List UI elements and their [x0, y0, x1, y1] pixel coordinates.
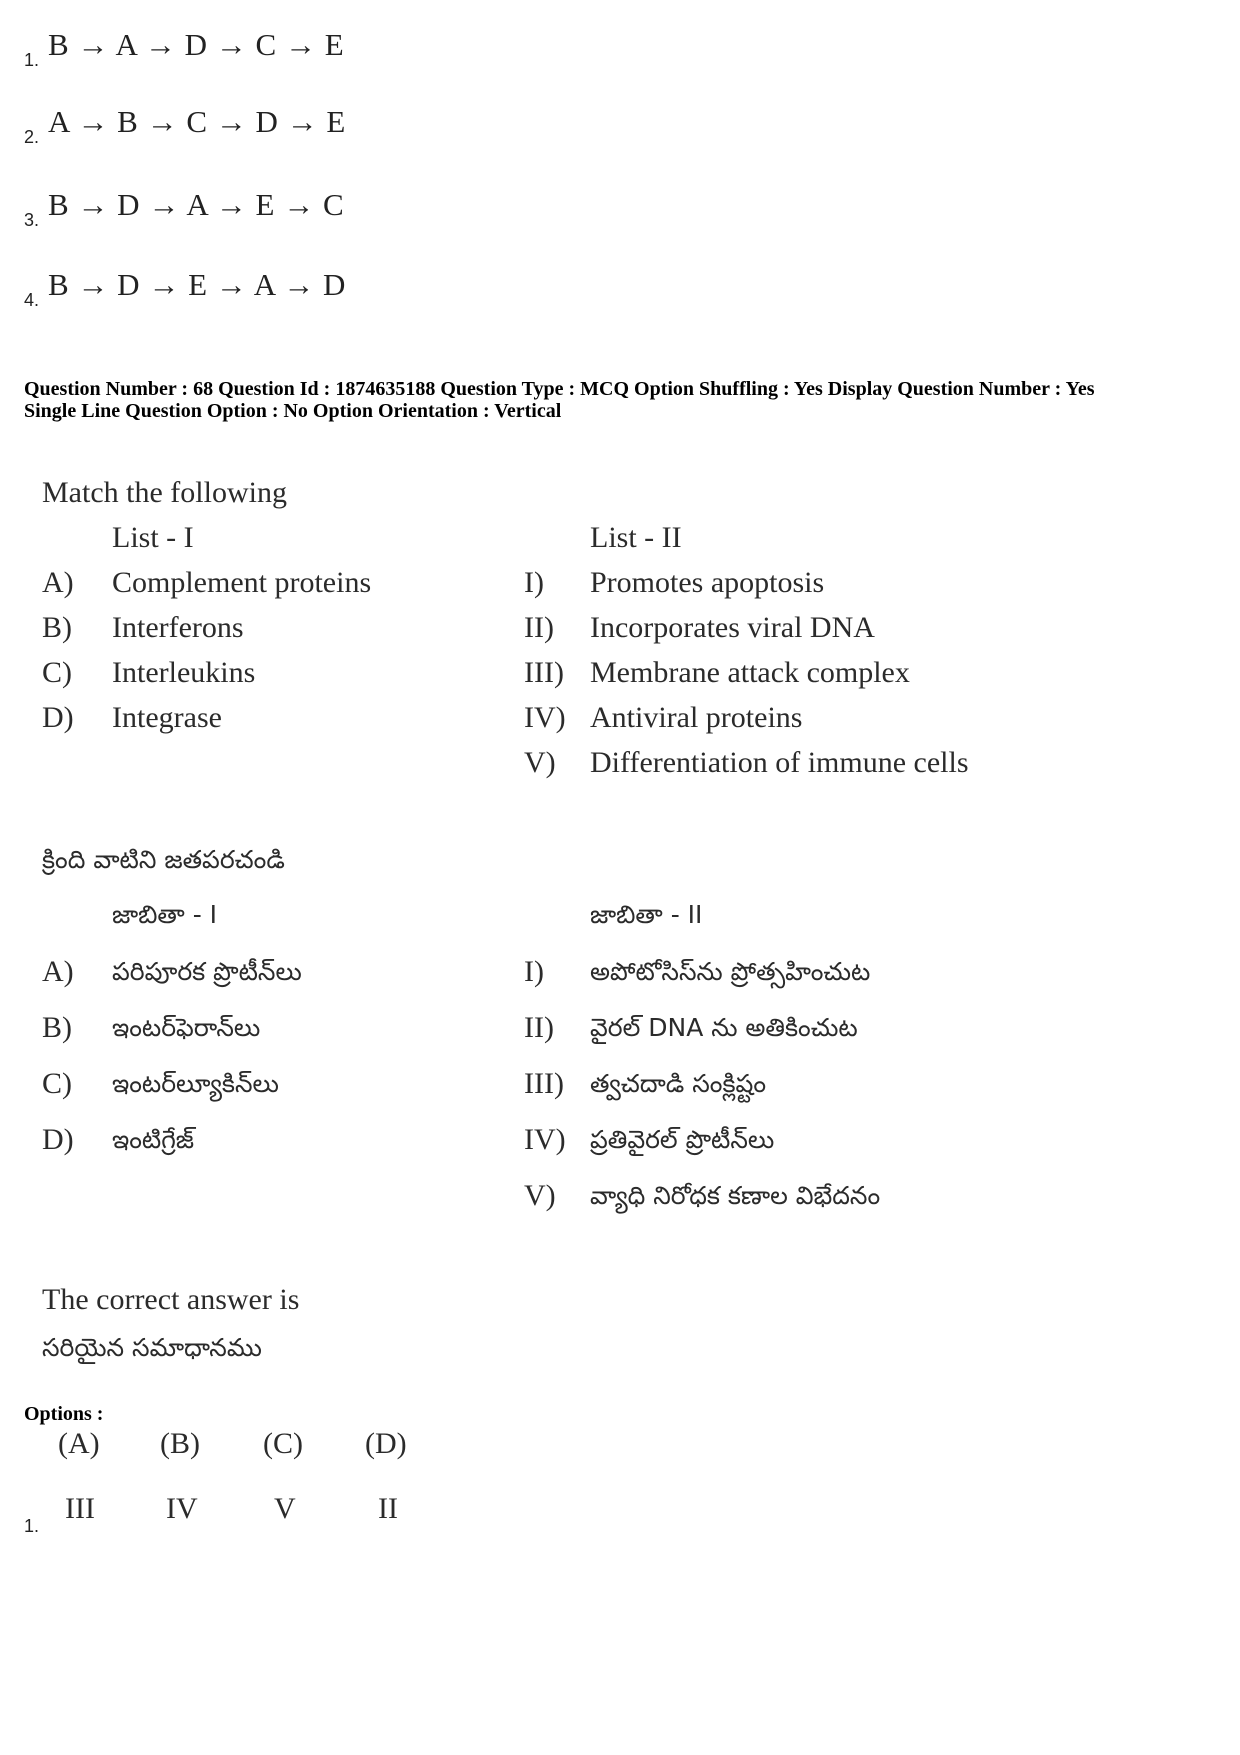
list1-label: B) [42, 611, 72, 644]
list2-label: III) [524, 1067, 564, 1100]
option-number: 4. [24, 290, 40, 310]
list2-label: I) [524, 955, 544, 988]
list1-item: Interleukins [112, 656, 256, 689]
list2-item: త్వచదాడి సంక్లిష్టం [590, 1069, 766, 1098]
options-header-c: (C) [263, 1427, 303, 1460]
list1-label: C) [42, 656, 72, 689]
question-meta-line2: Single Line Question Option : No Option Orientation : Vertical [24, 400, 562, 422]
list2-item: Membrane attack complex [590, 656, 910, 689]
list2-label: III) [524, 656, 564, 689]
option-number: 3. [24, 210, 40, 230]
option-value-d: II [378, 1492, 398, 1525]
options-header-b: (B) [160, 1427, 200, 1460]
question-meta-line1: Question Number : 68 Question Id : 1874635188 Question Type : MCQ Option Shuffling : Yes Display Question Number : Yes [24, 378, 1095, 400]
list1-label: A) [42, 566, 74, 599]
list2-label: V) [524, 746, 556, 779]
option-row-number: 1. [24, 1516, 40, 1536]
list2-label: II) [524, 1011, 554, 1044]
option-value-a: III [65, 1492, 95, 1525]
list2-label: IV) [524, 701, 566, 734]
option-sequence: B → D → A → E → C [48, 187, 345, 222]
list1-item: Integrase [112, 701, 222, 734]
list1-item: పరిపూరక ప్రొటీన్‌లు [112, 957, 302, 986]
list1-item: ఇంటర్‌ఫెరాన్‌లు [112, 1013, 261, 1042]
options-header-a: (A) [58, 1427, 100, 1460]
list1-label: D) [42, 701, 74, 734]
list1-item: ఇంటిగ్రేజ్ [112, 1125, 195, 1154]
option-sequence: B → D → E → A → D [48, 267, 346, 302]
list1-item: Interferons [112, 611, 244, 644]
list2-label: IV) [524, 1123, 566, 1156]
list1-header: జాబితా - I [112, 900, 218, 929]
list1-header: List - I [112, 521, 194, 554]
list2-item: Promotes apoptosis [590, 566, 825, 599]
list2-item: వైరల్ DNA ను అతికించుట [590, 1013, 858, 1042]
option-number: 2. [24, 127, 40, 147]
answer-prompt-english: The correct answer is [42, 1283, 300, 1316]
list1-item: Complement proteins [112, 566, 372, 599]
list2-label: I) [524, 566, 544, 599]
list1-label: B) [42, 1011, 72, 1044]
list1-item: ఇంటర్‌ల్యూకిన్‌లు [112, 1069, 279, 1098]
list2-item: Incorporates viral DNA [590, 611, 875, 644]
list2-label: V) [524, 1179, 556, 1212]
list2-item: అపోటోసిస్‌ను ప్రోత్సహించుట [590, 957, 871, 986]
list2-item: ప్రతివైరల్ ప్రొటీన్‌లు [590, 1125, 775, 1154]
list2-label: II) [524, 611, 554, 644]
list2-item: Differentiation of immune cells [590, 746, 969, 779]
option-value-b: IV [166, 1492, 198, 1525]
list2-item: Antiviral proteins [590, 701, 803, 734]
list1-label: C) [42, 1067, 72, 1100]
option-number: 1. [24, 50, 40, 70]
list1-label: A) [42, 955, 74, 988]
list1-label: D) [42, 1123, 74, 1156]
option-sequence: A → B → C → D → E [48, 104, 346, 139]
instruction-english: Match the following [42, 476, 287, 509]
list2-header: List - II [590, 521, 682, 554]
options-label: Options : [24, 1403, 104, 1425]
option-value-c: V [274, 1492, 296, 1525]
list2-header: జాబితా - II [590, 900, 703, 929]
list2-item: వ్యాధి నిరోధక కణాల విభేదనం [590, 1181, 881, 1210]
instruction-telugu: క్రింది వాటిని జతపరచండి [42, 845, 285, 874]
option-sequence: B → A → D → C → E [48, 27, 345, 62]
question-meta [24, 378, 1094, 422]
options-header-d: (D) [365, 1427, 407, 1460]
answer-prompt-telugu: సరియైన సమాధానము [42, 1333, 262, 1362]
